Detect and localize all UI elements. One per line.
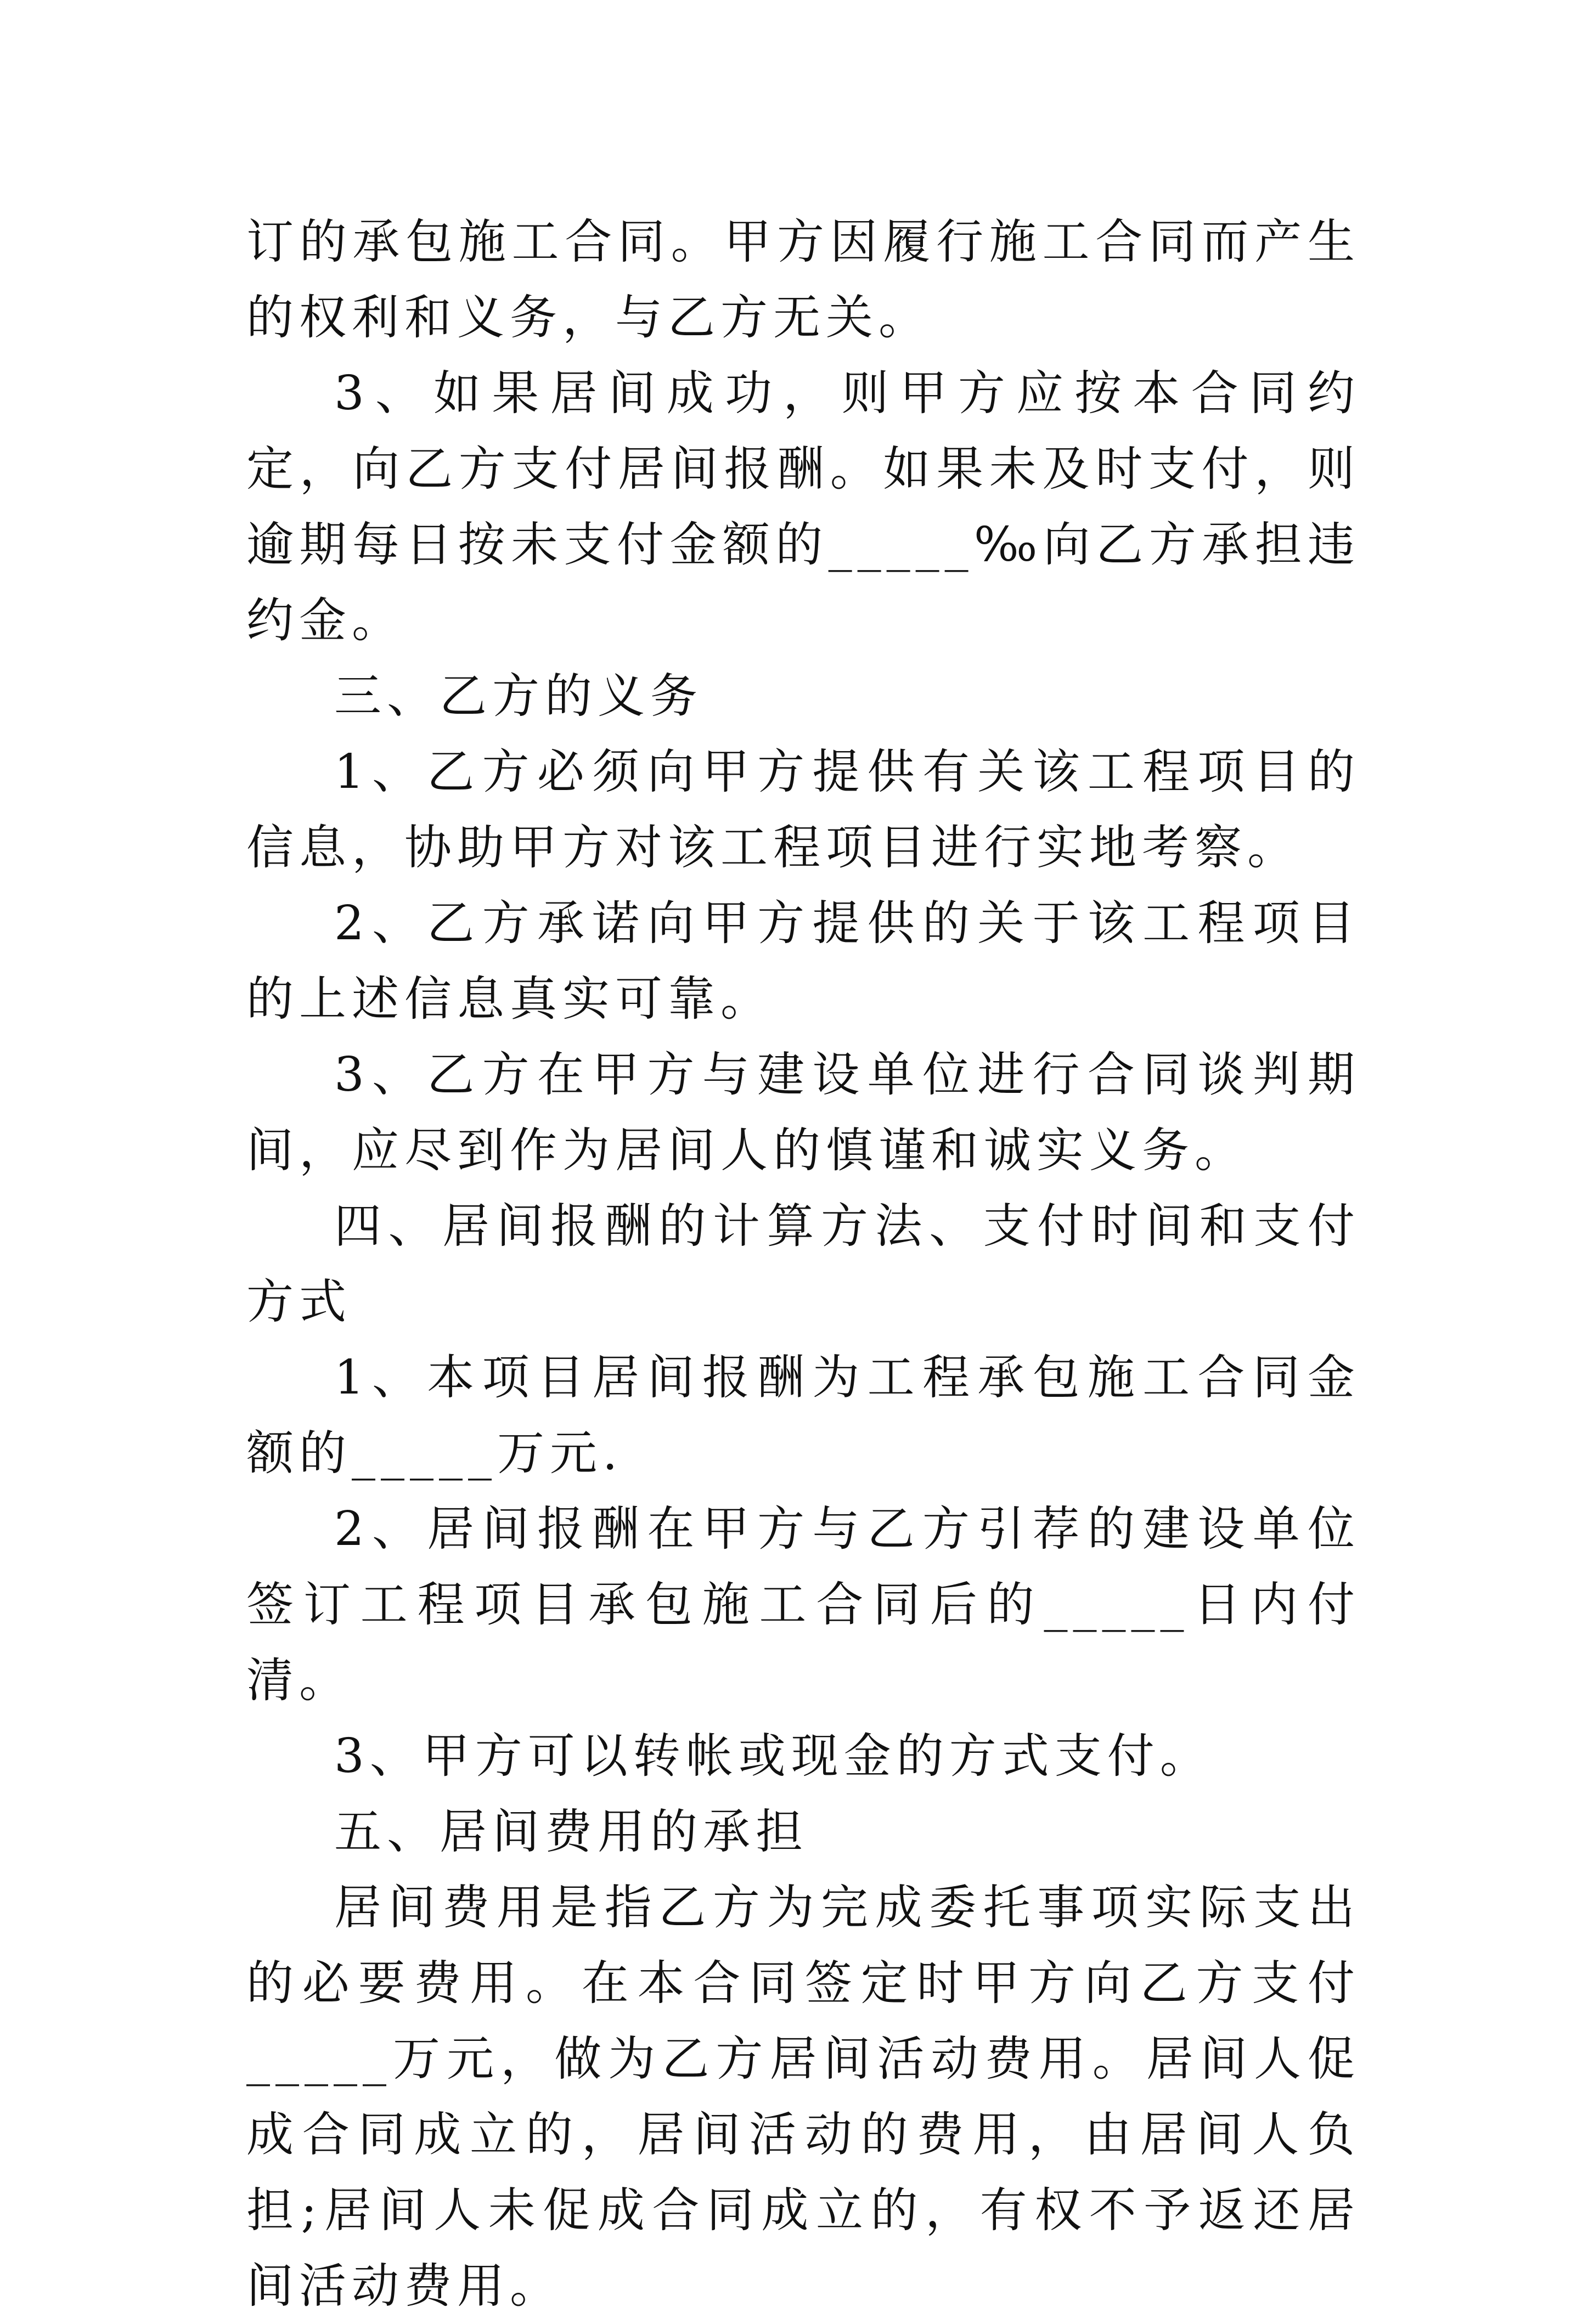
paragraph-clause-3-1: 1、乙方必须向甲方提供有关该工程项目的信息，协助甲方对该工程项目进行实地考察。 bbox=[246, 744, 1360, 875]
paragraph-clause-4-1: 1、本项目居间报酬为工程承包施工合同金额的_____万元. bbox=[246, 1350, 1360, 1481]
paragraph-clause-5-1: 居间费用是指乙方为完成委托事项实际支出的必要费用。在本合同签定时甲方向乙方支付_____万元，做为乙方居间活动费用。居间人促成合同成立的，居间活动的费用，由居间人负担;居间人未促成合同成立的，有权不予返还居间活动费用。 bbox=[246, 1880, 1360, 2314]
contract-body bbox=[246, 204, 1360, 2324]
section-heading-3: 三、乙方的义务 bbox=[334, 669, 703, 724]
section-heading-4: 四、居间报酬的计算方法、支付时间和支付方式 bbox=[246, 1199, 1360, 1329]
section-heading-5: 五、居间费用的承担 bbox=[334, 1804, 808, 1859]
paragraph-clause-3-3: 3、乙方在甲方与建设单位进行合同谈判期间，应尽到作为居间人的慎谨和诚实义务。 bbox=[246, 1047, 1360, 1178]
paragraph-clause-3-2: 2、乙方承诺向甲方提供的关于该工程项目的上述信息真实可靠。 bbox=[246, 896, 1360, 1026]
paragraph-clause-2-3: 3、如果居间成功，则甲方应按本合同约定，向乙方支付居间报酬。如果未及时支付，则逾期每日按未支付金额的_____‰向乙方承担违约金。 bbox=[246, 366, 1360, 648]
paragraph-continuation: 订的承包施工合同。甲方因履行施工合同而产生的权利和义务，与乙方无关。 bbox=[246, 215, 1360, 345]
paragraph-clause-4-3: 3、甲方可以转帐或现金的方式支付。 bbox=[334, 1729, 1213, 1784]
paragraph-clause-4-2: 2、居间报酬在甲方与乙方引荐的建设单位签订工程项目承包施工合同后的_____日内付清。 bbox=[246, 1502, 1360, 1708]
